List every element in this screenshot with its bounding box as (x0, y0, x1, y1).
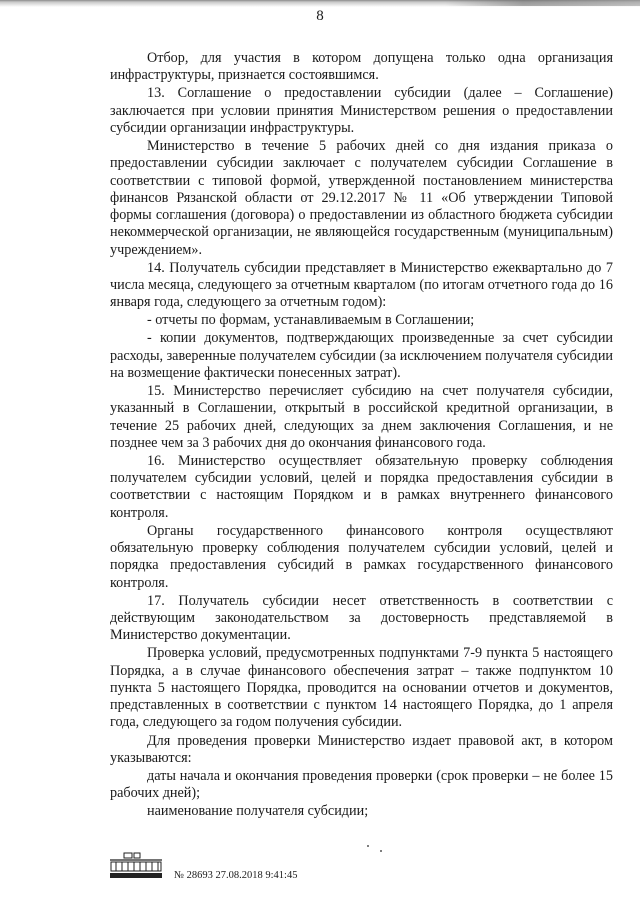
paragraph: 14. Получатель субсидии представляет в Министерство ежеквартально до 7 числа месяца, следующего за отчетным кварталом (по итогам отчетного года до 16 января года, следующего за отчетным годом): (110, 259, 613, 311)
building-logo-icon (108, 850, 164, 880)
paragraph: наименование получателя субсидии; (147, 803, 369, 820)
paragraph: Органы государственного финансового контроля осуществляют обязательную проверку соблюдения получателем субсидии условий, целей и порядка предоставления субсидий в рамках государственного финансового контроля. (110, 522, 613, 591)
list-item: - отчеты по формам, устанавливаемым в Соглашении; (147, 312, 475, 329)
scan-top-shadow (445, 0, 640, 6)
paragraph: 17. Получатель субсидии несет ответственность в соответствии с действующим законодательством за достоверность представляемой в Министерство документации. (110, 592, 613, 644)
paragraph: Министерство в течение 5 рабочих дней со дня издания приказа о предоставлении субсидии заключает с получателем субсидии Соглашение в соответствии с типовой формой, утвержденной постановлением министерства финансов Рязанской области от 29.12.2017 № 11 «Об утверждении Типовой формы соглашения (договора) о предоставлении из областного бюджета субсидии некоммерческой организации, не являющейся государственным (муниципальным) учреждением». (110, 138, 613, 258)
scan-speck (367, 845, 369, 847)
paragraph: Проверка условий, предусмотренных подпунктами 7-9 пункта 5 настоящего Порядка, а в случае финансового обеспечения затрат – также подпунктом 10 пункта 5 настоящего Порядка, проводится на основании отчетов и документов, представленных в соответствии с пунктом 14 настоящего Порядка, до 1 апреля года, следующего за годом получения субсидии. (110, 645, 613, 731)
page-number: 8 (316, 8, 324, 24)
document-body (110, 50, 613, 821)
paragraph: 13. Соглашение о предоставлении субсидии (далее – Соглашение) заключается при условии принятия Министерством решения о предоставлении субсидии организации инфраструктуры. (110, 85, 613, 136)
paragraph: 15. Министерство перечисляет субсидию на счет получателя субсидии, указанный в Соглашении, открытый в российской кредитной организации, в течение 25 рабочих дней, следующих за днем заключения Соглашения, и не позднее чем за 3 рабочих дня до окончания финансового года. (110, 383, 613, 451)
paragraph: Для проведения проверки Министерство издает правовой акт, в котором указываются: (110, 732, 613, 766)
paragraph: 16. Министерство осуществляет обязательную проверку соблюдения получателем субсидии условий, целей и порядка предоставления субсидии в соответствии с настоящим Порядком и в рамках внутреннего финансового контроля. (110, 452, 613, 521)
paragraph: Отбор, для участия в котором допущена только одна организация инфраструктуры, признается состоявшимся. (110, 50, 613, 84)
document-footer (108, 850, 468, 890)
scan-speck (380, 850, 382, 852)
document-registration-number: № 28693 27.08.2018 9:41:45 (174, 870, 298, 881)
paragraph: даты начала и окончания проведения проверки (срок проверки – не более 15 рабочих дней); (110, 767, 613, 802)
list-item: - копии документов, подтверждающих произведенные за счет субсидии расходы, заверенные получателем субсидии (за исключением получателя субсидии на возмещение фактически понесенных затрат). (110, 330, 614, 381)
